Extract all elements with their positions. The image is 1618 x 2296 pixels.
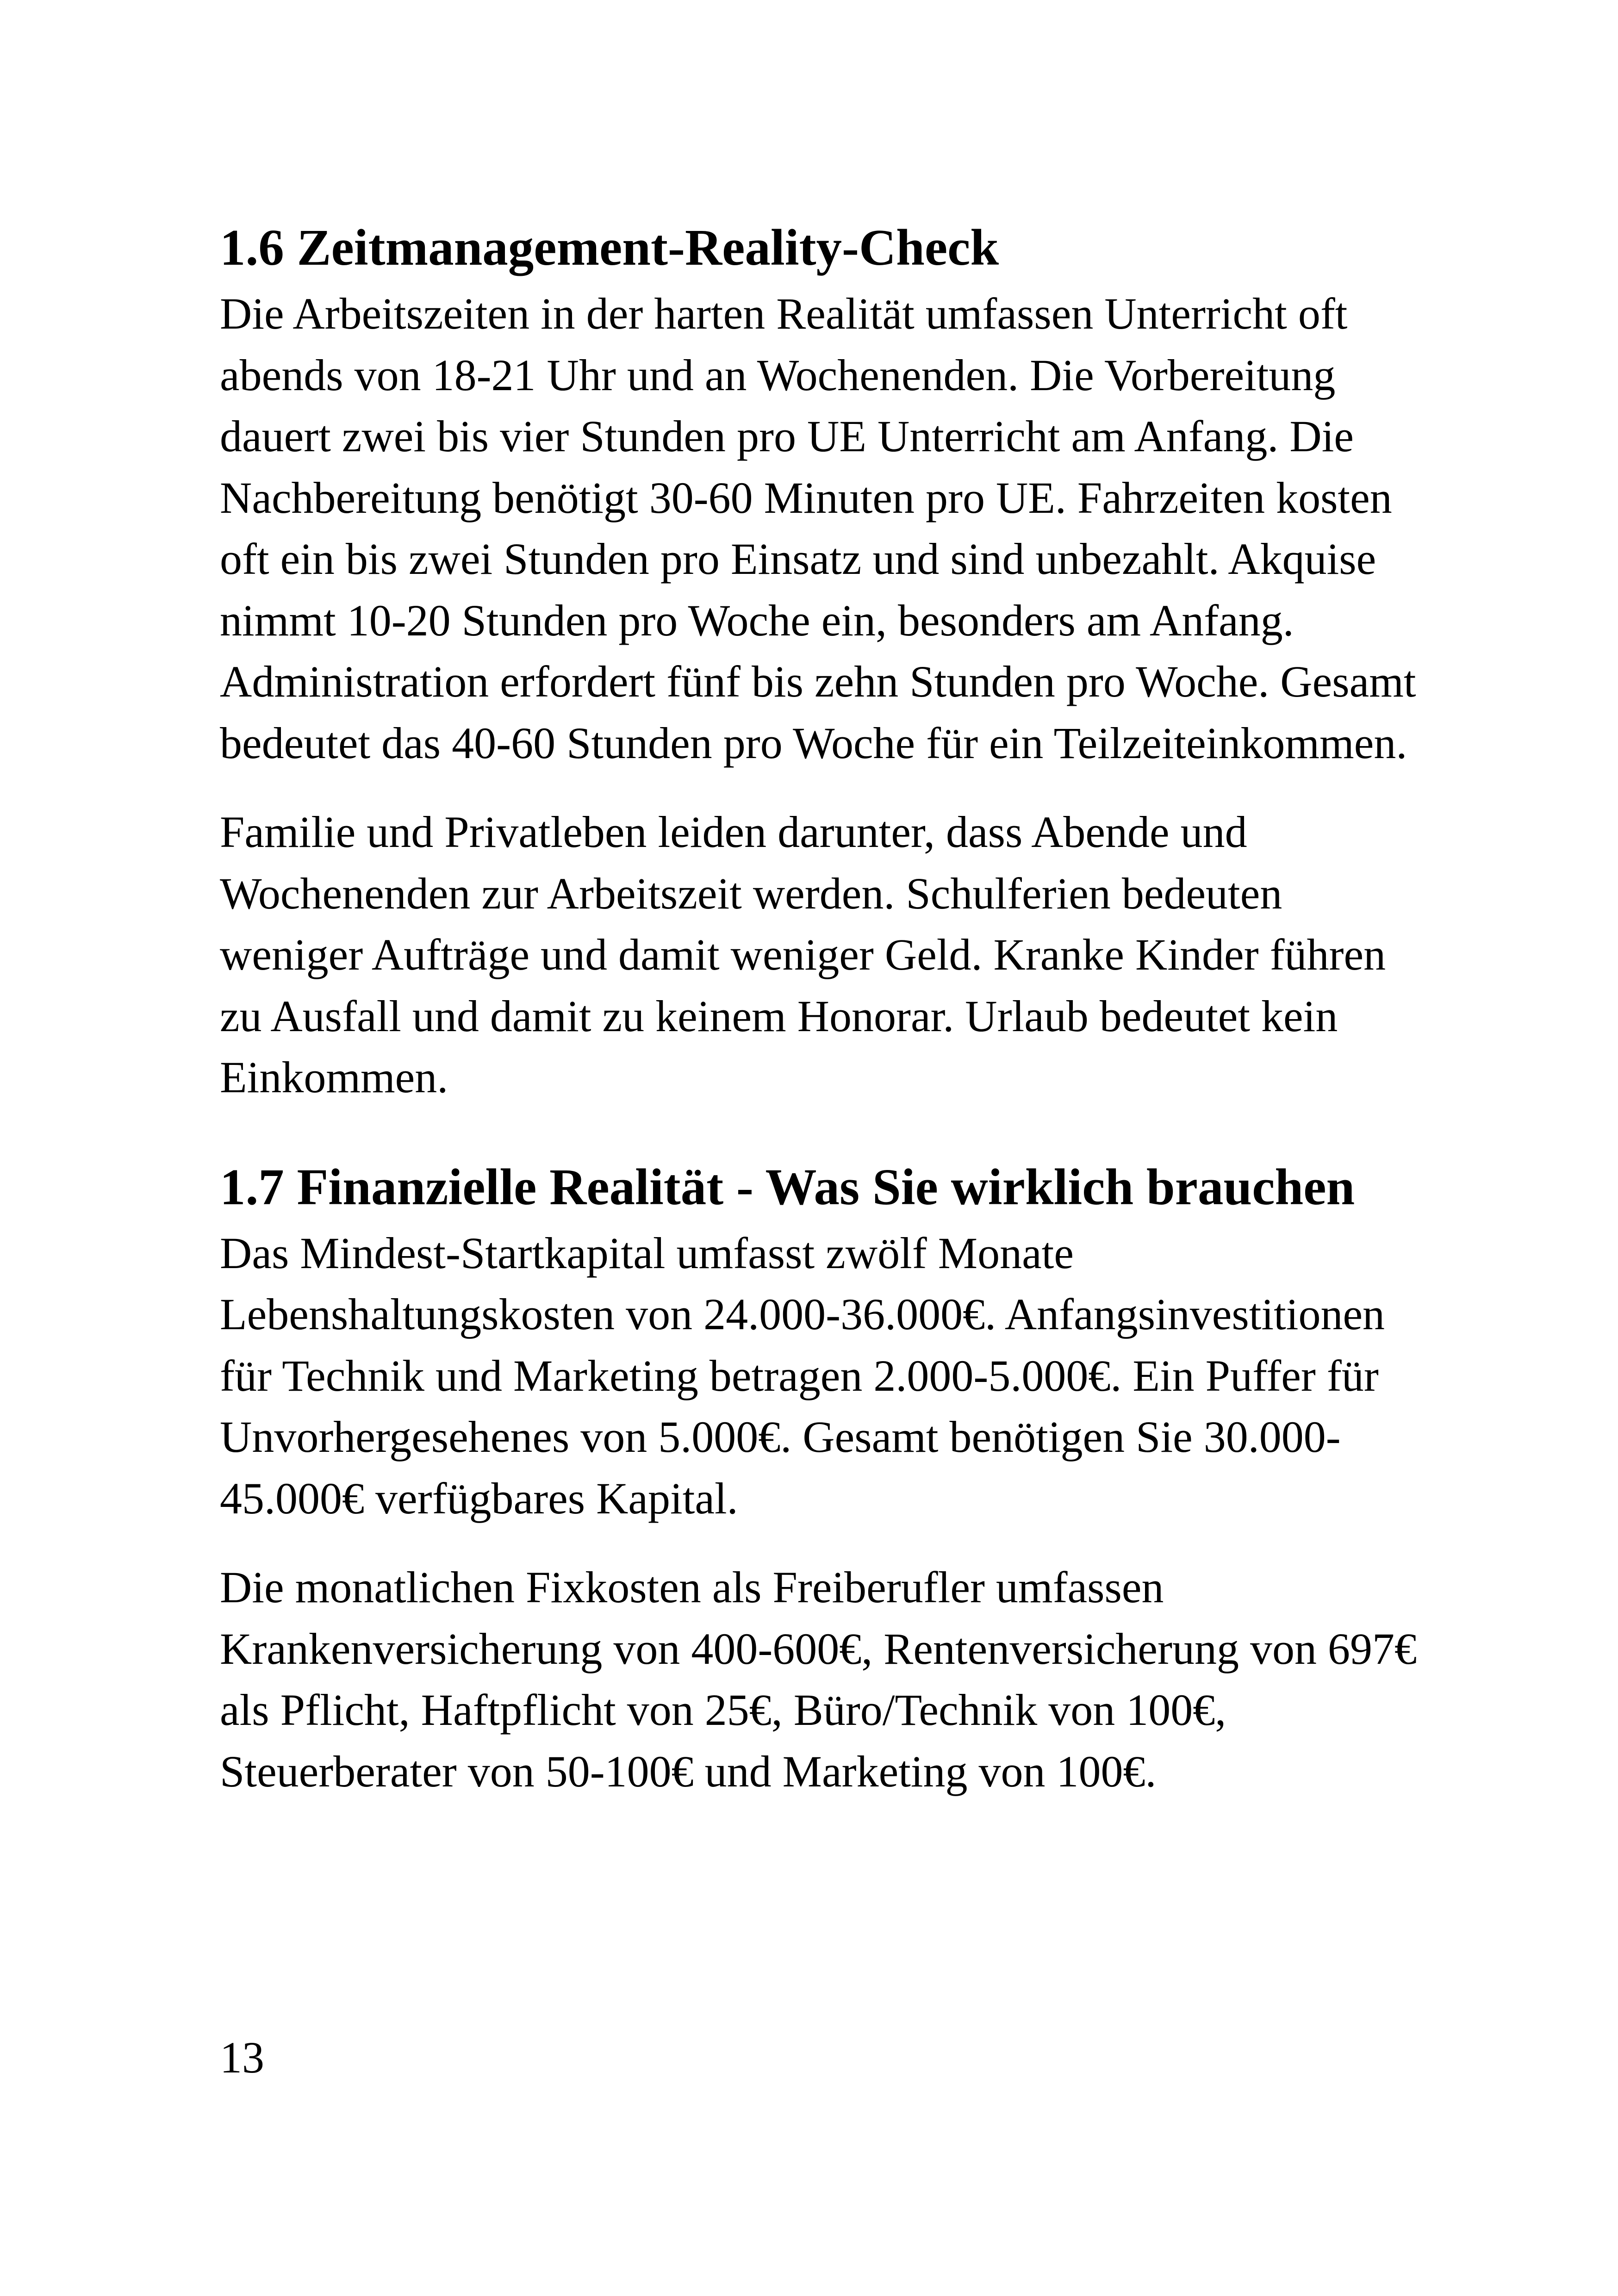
paragraph: Die monatlichen Fixkosten als Freiberufler umfassen Krankenversicherung von 400-600€, Rentenversicherung von 697€ als Pflicht, Haftpflicht von 25€, Büro/Technik von 100€, Steuerberater von 50-100€ und Marketing von 100€. [220,1562,1417,1796]
paragraph: Familie und Privatleben leiden darunter, dass Abende und Wochenenden zur Arbeitszeit werden. Schulferien bedeuten weniger Aufträge und damit weniger Geld. Kranke Kinder führen zu Ausfall und damit zu keinem Honorar. Urlaub bedeutet kein Einkommen. [220,807,1386,1102]
section-heading: 1.6 Zeitmanagement-Reality-Check [220,219,999,276]
section-heading: 1.7 Finanzielle Realität - Was Sie wirklich brauchen [220,1158,1355,1216]
page-content [220,218,1423,1802]
section-zeitmanagement [220,218,1423,1108]
page-number: 13 [220,2033,264,2082]
section-finanzielle-realitaet [220,1157,1423,1803]
paragraph: Die Arbeitszeiten in der harten Realität umfassen Unterricht oft abends von 18-21 Uhr und an Wochenenden. Die Vorbereitung dauert zwei bis vier Stunden pro UE Unterricht am Anfang. Die Nachbereitung benötigt 30-60 Minuten pro UE. Fahrzeiten kosten oft ein bis zwei Stunden pro Einsatz und sind unbezahlt. Akquise nimmt 10-20 Stunden pro Woche ein, besonders am Anfang. Administration erfordert fünf bis zehn Stunden pro Woche. Gesamt bedeutet das 40-60 Stunden pro Woche für ein Teilzeiteinkommen. [220,289,1416,768]
paragraph: Das Mindest-Startkapital umfasst zwölf Monate Lebenshaltungskosten von 24.000-36.000€. Anfangsinvestitionen für Technik und Marketing betragen 2.000-5.000€. Ein Puffer für Unvorhergesehenes von 5.000€. Gesamt benötigen Sie 30.000-45.000€ verfügbares Kapital. [220,1228,1385,1523]
